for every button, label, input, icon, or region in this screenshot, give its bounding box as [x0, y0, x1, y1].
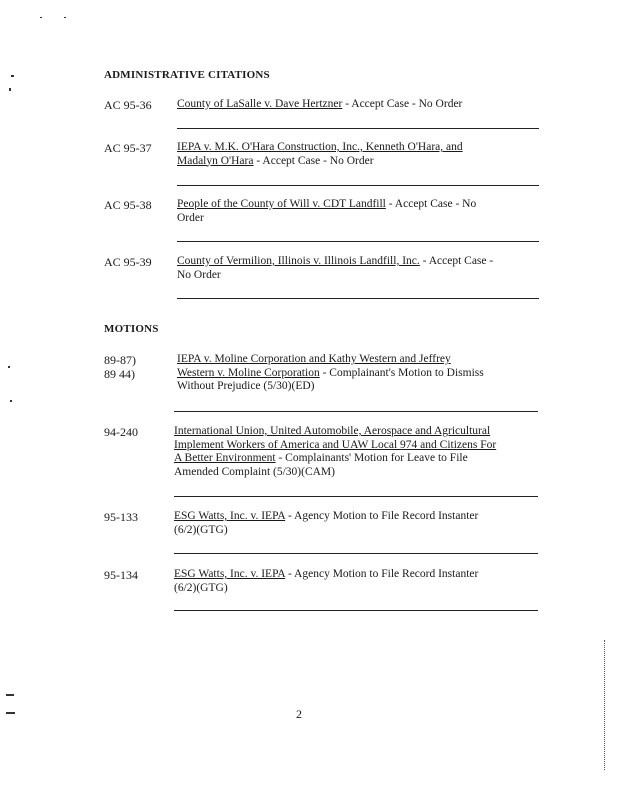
case-number: AC 95-38 — [104, 198, 152, 212]
divider-line — [174, 496, 538, 497]
case-number: 94-240 — [104, 425, 138, 439]
case-action-continued: Order — [177, 211, 204, 224]
admin-section-heading: ADMINISTRATIVE CITATIONS — [104, 69, 270, 81]
case-action: - Accept Case - No — [385, 198, 477, 210]
case-action: - Accept Case - — [419, 255, 494, 267]
case-entry — [177, 98, 537, 112]
case-number: 89 44) — [104, 367, 135, 381]
case-title: County of Vermilion, Illinois v. Illinois Landfill, Inc. — [177, 255, 420, 267]
divider-line — [177, 298, 539, 299]
scan-speck — [9, 88, 11, 91]
case-action: - Complainant's Motion to Dismiss — [319, 366, 484, 379]
scan-speck — [6, 694, 14, 696]
case-entry — [174, 510, 544, 537]
case-number: AC 95-36 — [104, 98, 152, 112]
case-action-continued: No Order — [177, 268, 221, 281]
scan-speck — [10, 400, 12, 402]
scan-speck — [40, 17, 42, 18]
case-action: - Agency Motion to File Record Instanter — [285, 568, 479, 580]
case-title: IEPA v. Moline Corporation and Kathy Western and Jeffrey — [177, 353, 451, 365]
case-action-continued: (6/2)(GTG) — [174, 581, 228, 594]
case-action-continued: Amended Complaint (5/30)(CAM) — [174, 465, 335, 478]
case-entry — [174, 568, 544, 595]
scan-speck — [64, 17, 66, 18]
case-action-continued: (6/2)(GTG) — [174, 523, 228, 536]
divider-line — [177, 185, 539, 186]
case-entry — [174, 425, 549, 479]
scan-speck — [11, 75, 14, 77]
case-action: - Accept Case - No Order — [253, 154, 374, 167]
scan-edge-mark — [604, 640, 605, 770]
case-title: International Union, United Automobile, Aerospace and Agricultural — [174, 425, 491, 437]
divider-line — [177, 241, 539, 242]
case-title: County of LaSalle v. Dave Hertzner — [177, 98, 343, 110]
case-number: AC 95-39 — [104, 255, 152, 269]
case-entry — [177, 198, 537, 225]
case-number: 89-87) — [104, 353, 136, 367]
case-title: ESG Watts, Inc. v. IEPA — [174, 510, 286, 522]
divider-line — [174, 610, 538, 611]
page-number: 2 — [296, 707, 302, 721]
case-title: People of the County of Will v. CDT Landfill — [177, 198, 386, 210]
motions-section-heading: MOTIONS — [104, 323, 159, 335]
scan-speck — [6, 712, 15, 714]
case-title: IEPA v. M.K. O'Hara Construction, Inc., Kenneth O'Hara, and — [177, 141, 463, 153]
case-title: A Better Environment — [174, 452, 276, 464]
case-title: Madalyn O'Hara — [177, 154, 254, 167]
case-entry — [177, 255, 537, 282]
case-title: Implement Workers of America and UAW Local 974 and Citizens For — [174, 438, 497, 451]
case-entry — [177, 141, 537, 168]
divider-line — [174, 411, 538, 412]
case-action-continued: Without Prejudice (5/30)(ED) — [177, 380, 315, 392]
case-title: Western v. Moline Corporation — [177, 366, 320, 379]
case-number: 95-134 — [104, 568, 138, 582]
case-action: - Agency Motion to File Record Instanter — [285, 510, 479, 522]
divider-line — [177, 128, 539, 129]
scan-speck — [8, 366, 10, 368]
case-action: - Complainants' Motion for Leave to File — [275, 452, 468, 464]
divider-line — [174, 553, 538, 554]
case-number: AC 95-37 — [104, 141, 152, 155]
case-number: 95-133 — [104, 510, 138, 524]
case-title: ESG Watts, Inc. v. IEPA — [174, 568, 286, 580]
case-action: - Accept Case - No Order — [342, 98, 463, 110]
case-entry — [177, 353, 547, 394]
